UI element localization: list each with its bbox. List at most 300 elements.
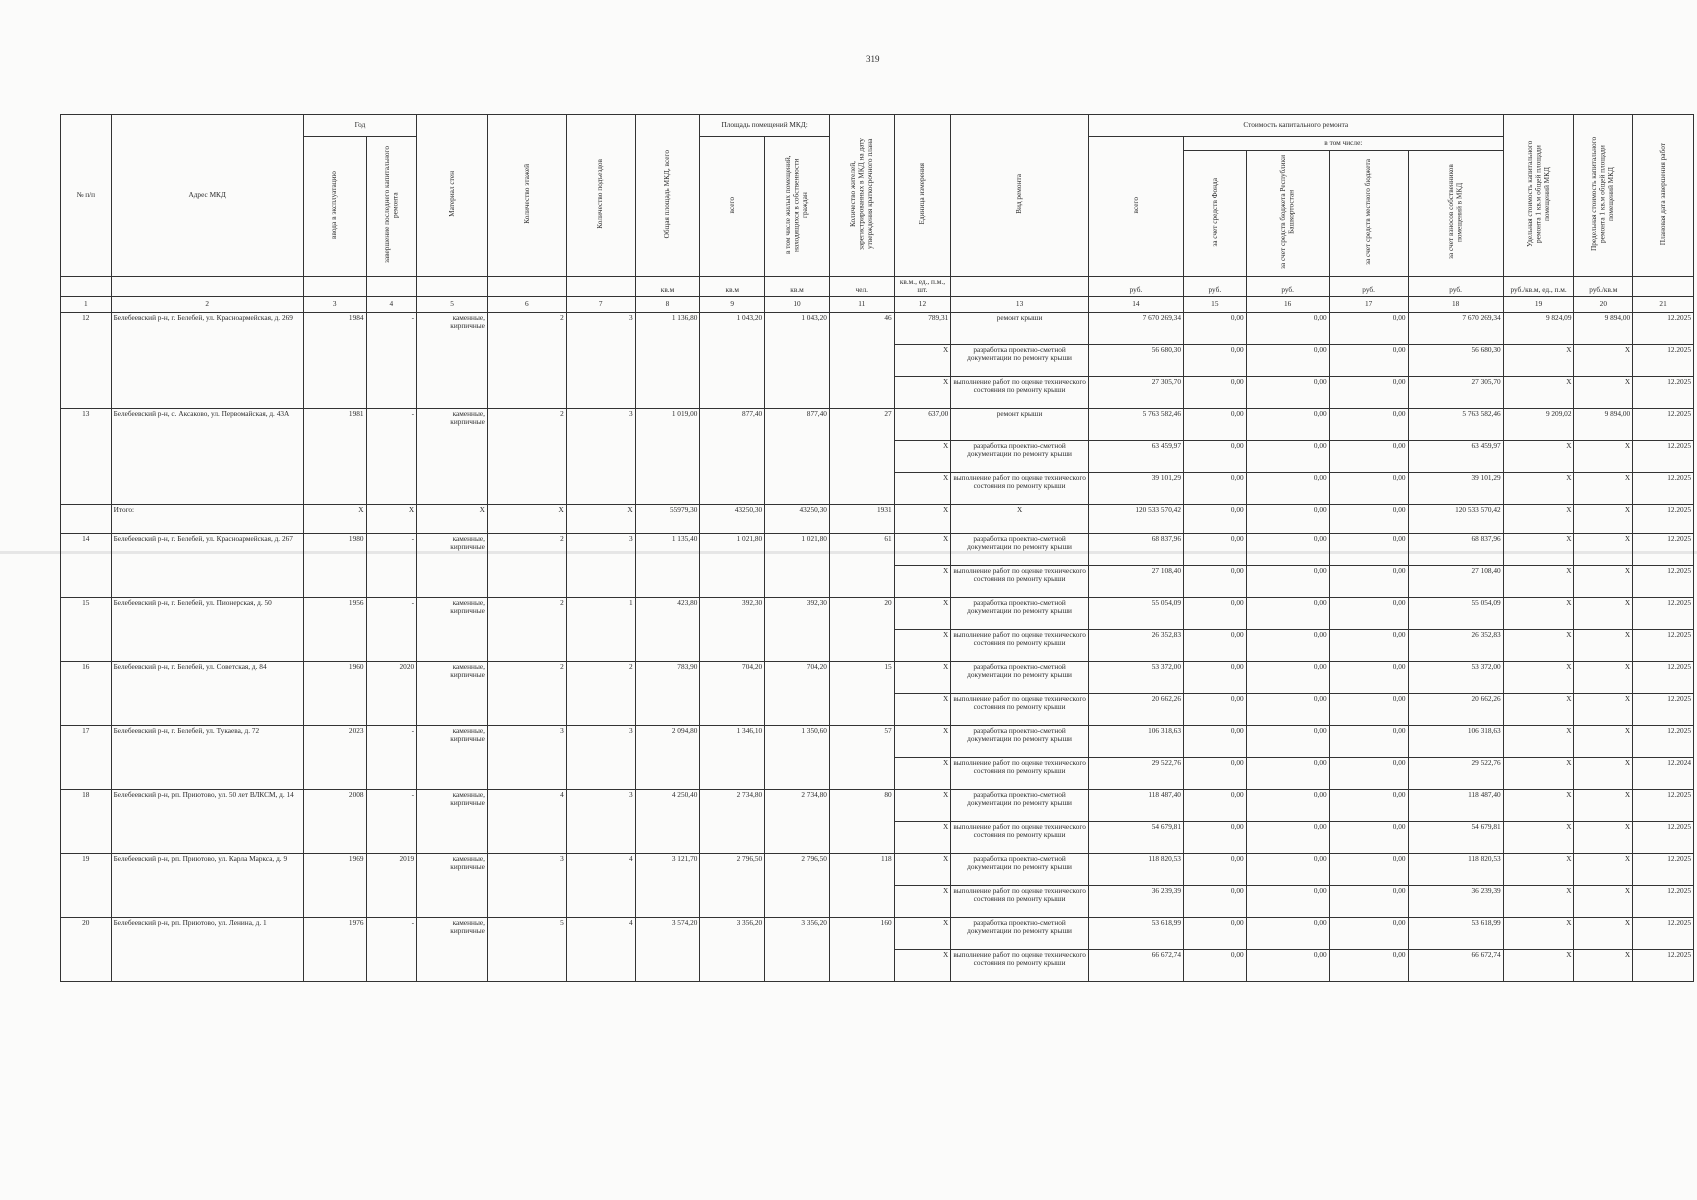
header-num: № п/п — [61, 115, 112, 277]
cost-total: 106 318,63 — [1088, 725, 1183, 757]
year-commission: 2008 — [303, 789, 366, 853]
max-cost: X — [1574, 472, 1633, 504]
cost-republic: 0,00 — [1246, 344, 1329, 376]
column-number: 21 — [1633, 296, 1694, 312]
wall-material: каменные, кирпичные — [417, 312, 488, 408]
house-address: Белебеевский р-н, г. Белебей, ул. Пионерская, д. 50 — [111, 597, 303, 661]
year-last-repair: - — [366, 917, 417, 981]
work-quantity: X — [894, 440, 951, 472]
max-cost: X — [1574, 533, 1633, 565]
deadline-date: 12.2025 — [1633, 853, 1694, 885]
work-quantity: X — [894, 917, 951, 949]
cost-total: 27 305,70 — [1088, 376, 1183, 408]
owned-area: 1 021,80 — [765, 533, 830, 597]
cost-fund: 0,00 — [1183, 661, 1246, 693]
cost-owners: 118 487,40 — [1408, 789, 1503, 821]
header-including: в том числе: — [1183, 137, 1503, 151]
house-address: Белебеевский р-н, рп. Приютово, ул. Карла Маркса, д. 9 — [111, 853, 303, 917]
work-quantity: X — [894, 344, 951, 376]
year-last-repair: - — [366, 597, 417, 661]
resident-count: 46 — [829, 312, 894, 408]
cost-owners: 26 352,83 — [1408, 629, 1503, 661]
max-cost: X — [1574, 597, 1633, 629]
deadline-date: 12.2025 — [1633, 472, 1694, 504]
work-type: разработка проектно-сметной документации по ремонту крыши — [951, 661, 1089, 693]
deadline-date: 12.2025 — [1633, 661, 1694, 693]
unit-cell: руб. — [1183, 276, 1246, 296]
table-row — [61, 597, 1694, 629]
column-number: 15 — [1183, 296, 1246, 312]
house-address: Белебеевский р-н, г. Белебей, ул. Красноармейская, д. 267 — [111, 533, 303, 597]
work-quantity: X — [894, 661, 951, 693]
wall-material: каменные, кирпичные — [417, 789, 488, 853]
cost-local: 0,00 — [1329, 661, 1408, 693]
header-wall-material: Материал стен — [417, 115, 488, 277]
deadline-date: 12.2025 — [1633, 693, 1694, 725]
resident-count: 57 — [829, 725, 894, 789]
total-fund: 0,00 — [1183, 504, 1246, 533]
row-number: 12 — [61, 312, 112, 408]
owned-area: 3 356,20 — [765, 917, 830, 981]
max-cost: X — [1574, 949, 1633, 981]
work-type: выполнение работ по оценке технического состояния по ремонту крыши — [951, 376, 1089, 408]
wall-material: каменные, кирпичные — [417, 408, 488, 504]
floor-count: 2 — [487, 312, 566, 408]
unit-cell: руб./кв.м, ед., п.м. — [1503, 276, 1574, 296]
header-entrances: Количество подъездов — [566, 115, 635, 277]
column-number: 8 — [635, 296, 700, 312]
work-quantity: X — [894, 597, 951, 629]
year-commission: 1976 — [303, 917, 366, 981]
owned-area: 2 734,80 — [765, 789, 830, 853]
max-cost: X — [1574, 376, 1633, 408]
max-cost: X — [1574, 344, 1633, 376]
work-quantity: X — [894, 757, 951, 789]
work-quantity: X — [894, 725, 951, 757]
total-x-mark: X — [566, 504, 635, 533]
entrance-count: 3 — [566, 533, 635, 597]
cost-local: 0,00 — [1329, 949, 1408, 981]
row-number: 16 — [61, 661, 112, 725]
year-commission: 1984 — [303, 312, 366, 408]
cost-fund: 0,00 — [1183, 312, 1246, 344]
cost-total: 5 763 582,46 — [1088, 408, 1183, 440]
header-year-group: Год — [303, 115, 416, 137]
unit-cost: X — [1503, 853, 1574, 885]
entrance-count: 4 — [566, 917, 635, 981]
cost-fund: 0,00 — [1183, 565, 1246, 597]
unit-cost: X — [1503, 629, 1574, 661]
cost-local: 0,00 — [1329, 757, 1408, 789]
cost-owners: 39 101,29 — [1408, 472, 1503, 504]
column-number: 17 — [1329, 296, 1408, 312]
total-area: 4 250,40 — [635, 789, 700, 853]
wall-material: каменные, кирпичные — [417, 725, 488, 789]
cost-fund: 0,00 — [1183, 853, 1246, 885]
entrance-count: 4 — [566, 853, 635, 917]
total-empty — [61, 504, 112, 533]
total-x-mark: X — [366, 504, 417, 533]
header-cost-group: Стоимость капитального ремонта — [1088, 115, 1503, 137]
cost-fund: 0,00 — [1183, 533, 1246, 565]
house-address: Белебеевский р-н, рп. Приютово, ул. Ленина, д. 1 — [111, 917, 303, 981]
house-address: Белебеевский р-н, г. Белебей, ул. Тукаева, д. 72 — [111, 725, 303, 789]
unit-cell: кв.м — [635, 276, 700, 296]
cost-republic: 0,00 — [1246, 885, 1329, 917]
wall-material: каменные, кирпичные — [417, 661, 488, 725]
work-quantity: X — [894, 693, 951, 725]
owned-area: 704,20 — [765, 661, 830, 725]
work-type: разработка проектно-сметной документации по ремонту крыши — [951, 917, 1089, 949]
total-x-mark: X — [303, 504, 366, 533]
total-premises: 43250,30 — [700, 504, 765, 533]
year-last-repair: 2020 — [366, 661, 417, 725]
column-number: 5 — [417, 296, 488, 312]
cost-owners: 27 305,70 — [1408, 376, 1503, 408]
wall-material: каменные, кирпичные — [417, 917, 488, 981]
row-number: 19 — [61, 853, 112, 917]
premises-area: 2 734,80 — [700, 789, 765, 853]
row-number: 20 — [61, 917, 112, 981]
cost-republic: 0,00 — [1246, 565, 1329, 597]
cost-total: 26 352,83 — [1088, 629, 1183, 661]
cost-total: 63 459,97 — [1088, 440, 1183, 472]
unit-cell: кв.м — [765, 276, 830, 296]
cost-owners: 54 679,81 — [1408, 821, 1503, 853]
work-type: ремонт крыши — [951, 312, 1089, 344]
max-cost: X — [1574, 917, 1633, 949]
total-label: Итого: — [111, 504, 303, 533]
floor-count: 2 — [487, 533, 566, 597]
unit-cost: X — [1503, 440, 1574, 472]
table-row — [61, 661, 1694, 693]
work-type: выполнение работ по оценке технического состояния по ремонту крыши — [951, 693, 1089, 725]
floor-count: 3 — [487, 725, 566, 789]
cost-owners: 53 618,99 — [1408, 917, 1503, 949]
cost-fund: 0,00 — [1183, 757, 1246, 789]
max-cost: X — [1574, 789, 1633, 821]
work-type: выполнение работ по оценке технического состояния по ремонту крыши — [951, 949, 1089, 981]
cost-fund: 0,00 — [1183, 949, 1246, 981]
deadline-date: 12.2025 — [1633, 533, 1694, 565]
page-number: 319 — [866, 54, 880, 64]
cost-fund: 0,00 — [1183, 597, 1246, 629]
units-row — [61, 276, 1694, 296]
column-number: 11 — [829, 296, 894, 312]
cost-fund: 0,00 — [1183, 885, 1246, 917]
cost-owners: 66 672,74 — [1408, 949, 1503, 981]
cost-total: 39 101,29 — [1088, 472, 1183, 504]
total-area: 1 135,40 — [635, 533, 700, 597]
cost-local: 0,00 — [1329, 472, 1408, 504]
cost-owners: 55 054,09 — [1408, 597, 1503, 629]
unit-cell: чел. — [829, 276, 894, 296]
max-cost: X — [1574, 661, 1633, 693]
header-cost-republic: за счет средств бюджета Республики Башкортостан — [1246, 151, 1329, 277]
header-deadline: Плановая дата завершения работ — [1633, 115, 1694, 277]
cost-owners: 106 318,63 — [1408, 725, 1503, 757]
work-quantity: X — [894, 789, 951, 821]
total-x-mark: X — [487, 504, 566, 533]
unit-cost: X — [1503, 565, 1574, 597]
max-cost: X — [1574, 821, 1633, 853]
year-last-repair: - — [366, 408, 417, 504]
unit-cost: X — [1503, 472, 1574, 504]
header-year-commission: ввода в эксплуатацию — [303, 137, 366, 277]
cost-total: 66 672,74 — [1088, 949, 1183, 981]
work-quantity: X — [894, 376, 951, 408]
deadline-date: 12.2025 — [1633, 597, 1694, 629]
unit-cell: кв.м — [700, 276, 765, 296]
wall-material: каменные, кирпичные — [417, 853, 488, 917]
header-total-area: Общая площадь МКД, всего — [635, 115, 700, 277]
row-number: 13 — [61, 408, 112, 504]
column-numbers-row — [61, 296, 1694, 312]
cost-owners: 68 837,96 — [1408, 533, 1503, 565]
work-type: выполнение работ по оценке технического состояния по ремонту крыши — [951, 472, 1089, 504]
header-residents: Количество жителей, зарегистрированных в МКД на дату утверждения краткосрочного плана — [829, 115, 894, 277]
total-owned: 43250,30 — [765, 504, 830, 533]
floor-count: 2 — [487, 661, 566, 725]
work-type: разработка проектно-сметной документации по ремонту крыши — [951, 533, 1089, 565]
table-row — [61, 408, 1694, 440]
max-cost: X — [1574, 885, 1633, 917]
deadline-date: 12.2025 — [1633, 949, 1694, 981]
unit-cost: X — [1503, 344, 1574, 376]
floor-count: 4 — [487, 789, 566, 853]
cost-local: 0,00 — [1329, 789, 1408, 821]
total-area: 423,80 — [635, 597, 700, 661]
column-number: 2 — [111, 296, 303, 312]
unit-cost: X — [1503, 376, 1574, 408]
header-floors: Количество этажей — [487, 115, 566, 277]
header-cost-fund: за счет средств Фонда — [1183, 151, 1246, 277]
year-last-repair: - — [366, 533, 417, 597]
work-quantity: X — [894, 629, 951, 661]
year-commission: 1960 — [303, 661, 366, 725]
unit-cell: руб. — [1088, 276, 1183, 296]
column-number: 9 — [700, 296, 765, 312]
work-quantity: X — [894, 533, 951, 565]
cost-owners: 53 372,00 — [1408, 661, 1503, 693]
year-commission: 1980 — [303, 533, 366, 597]
max-cost: X — [1574, 565, 1633, 597]
cost-republic: 0,00 — [1246, 597, 1329, 629]
cost-total: 7 670 269,34 — [1088, 312, 1183, 344]
total-area: 783,90 — [635, 661, 700, 725]
cost-owners: 20 662,26 — [1408, 693, 1503, 725]
total-owners: 120 533 570,42 — [1408, 504, 1503, 533]
cost-local: 0,00 — [1329, 629, 1408, 661]
cost-republic: 0,00 — [1246, 917, 1329, 949]
cost-fund: 0,00 — [1183, 629, 1246, 661]
cost-local: 0,00 — [1329, 693, 1408, 725]
resident-count: 61 — [829, 533, 894, 597]
cost-owners: 36 239,39 — [1408, 885, 1503, 917]
cost-fund: 0,00 — [1183, 344, 1246, 376]
cost-republic: 0,00 — [1246, 533, 1329, 565]
cost-republic: 0,00 — [1246, 440, 1329, 472]
unit-cell: руб. — [1329, 276, 1408, 296]
work-type: разработка проектно-сметной документации по ремонту крыши — [951, 344, 1089, 376]
entrance-count: 3 — [566, 312, 635, 408]
cost-total: 29 522,76 — [1088, 757, 1183, 789]
year-commission: 1981 — [303, 408, 366, 504]
cost-fund: 0,00 — [1183, 917, 1246, 949]
total-quantity: X — [894, 504, 951, 533]
total-unit-cost: X — [1503, 504, 1574, 533]
premises-area: 1 043,20 — [700, 312, 765, 408]
column-number: 4 — [366, 296, 417, 312]
cost-owners: 56 680,30 — [1408, 344, 1503, 376]
total-local: 0,00 — [1329, 504, 1408, 533]
work-quantity: X — [894, 853, 951, 885]
cost-owners: 7 670 269,34 — [1408, 312, 1503, 344]
work-type: выполнение работ по оценке технического состояния по ремонту крыши — [951, 821, 1089, 853]
header-premises-total: всего — [700, 137, 765, 277]
deadline-date: 12.2025 — [1633, 408, 1694, 440]
cost-republic: 0,00 — [1246, 789, 1329, 821]
year-commission: 1969 — [303, 853, 366, 917]
cost-fund: 0,00 — [1183, 693, 1246, 725]
unit-cost: X — [1503, 789, 1574, 821]
cost-fund: 0,00 — [1183, 821, 1246, 853]
cost-republic: 0,00 — [1246, 312, 1329, 344]
unit-cell: руб./кв.м — [1574, 276, 1633, 296]
owned-area: 877,40 — [765, 408, 830, 504]
column-number: 12 — [894, 296, 951, 312]
deadline-date: 12.2025 — [1633, 821, 1694, 853]
premises-area: 704,20 — [700, 661, 765, 725]
resident-count: 118 — [829, 853, 894, 917]
wall-material: каменные, кирпичные — [417, 597, 488, 661]
cost-total: 118 820,53 — [1088, 853, 1183, 885]
premises-area: 3 356,20 — [700, 917, 765, 981]
cost-republic: 0,00 — [1246, 376, 1329, 408]
entrance-count: 3 — [566, 725, 635, 789]
cost-local: 0,00 — [1329, 408, 1408, 440]
column-number: 16 — [1246, 296, 1329, 312]
header-cost-total: всего — [1088, 137, 1183, 277]
total-row — [61, 504, 1694, 533]
cost-local: 0,00 — [1329, 597, 1408, 629]
cost-total: 118 487,40 — [1088, 789, 1183, 821]
cost-owners: 5 763 582,46 — [1408, 408, 1503, 440]
year-commission: 2023 — [303, 725, 366, 789]
header-max-cost: Предельная стоимость капитального ремонта 1 кв.м общей площади помещений МКД — [1574, 115, 1633, 277]
resident-count: 80 — [829, 789, 894, 853]
floor-count: 2 — [487, 597, 566, 661]
cost-republic: 0,00 — [1246, 408, 1329, 440]
house-address: Белебеевский р-н, с. Аксаково, ул. Первомайская, д. 43А — [111, 408, 303, 504]
unit-cost: X — [1503, 821, 1574, 853]
max-cost: X — [1574, 757, 1633, 789]
cost-fund: 0,00 — [1183, 472, 1246, 504]
entrance-count: 3 — [566, 408, 635, 504]
table-row — [61, 789, 1694, 821]
cost-republic: 0,00 — [1246, 472, 1329, 504]
total-area: 1 019,00 — [635, 408, 700, 504]
work-quantity: X — [894, 565, 951, 597]
cost-local: 0,00 — [1329, 565, 1408, 597]
table-row — [61, 533, 1694, 565]
work-type: разработка проектно-сметной документации по ремонту крыши — [951, 789, 1089, 821]
register-body — [61, 312, 1694, 981]
column-number: 18 — [1408, 296, 1503, 312]
deadline-date: 12.2025 — [1633, 376, 1694, 408]
floor-count: 3 — [487, 853, 566, 917]
total-type: X — [951, 504, 1089, 533]
total-area: 1 136,80 — [635, 312, 700, 408]
unit-cell: руб. — [1408, 276, 1503, 296]
year-last-repair: - — [366, 725, 417, 789]
column-number: 14 — [1088, 296, 1183, 312]
header-cost-local: за счет средств местного бюджета — [1329, 151, 1408, 277]
total-area: 2 094,80 — [635, 725, 700, 789]
premises-area: 392,30 — [700, 597, 765, 661]
work-type: выполнение работ по оценке технического состояния по ремонту крыши — [951, 757, 1089, 789]
entrance-count: 3 — [566, 789, 635, 853]
row-number: 14 — [61, 533, 112, 597]
resident-count: 15 — [829, 661, 894, 725]
work-quantity: 637,00 — [894, 408, 951, 440]
header-repair-type: Вид ремонта — [951, 115, 1089, 277]
table-row — [61, 312, 1694, 344]
premises-area: 1 021,80 — [700, 533, 765, 597]
entrance-count: 2 — [566, 661, 635, 725]
owned-area: 1 043,20 — [765, 312, 830, 408]
deadline-date: 12.2025 — [1633, 725, 1694, 757]
work-type: разработка проектно-сметной документации по ремонту крыши — [951, 853, 1089, 885]
total-republic: 0,00 — [1246, 504, 1329, 533]
work-type: разработка проектно-сметной документации по ремонту крыши — [951, 597, 1089, 629]
cost-owners: 29 522,76 — [1408, 757, 1503, 789]
max-cost: X — [1574, 693, 1633, 725]
cost-owners: 118 820,53 — [1408, 853, 1503, 885]
header-unit-measure: Единица измерения — [894, 115, 951, 277]
deadline-date: 12.2025 — [1633, 917, 1694, 949]
column-number: 13 — [951, 296, 1089, 312]
header-premises-area: Площадь помещений МКД: — [700, 115, 830, 137]
unit-cost: X — [1503, 693, 1574, 725]
year-commission: 1956 — [303, 597, 366, 661]
max-cost: X — [1574, 440, 1633, 472]
cost-republic: 0,00 — [1246, 629, 1329, 661]
premises-area: 2 796,50 — [700, 853, 765, 917]
work-type: выполнение работ по оценке технического состояния по ремонту крыши — [951, 885, 1089, 917]
cost-fund: 0,00 — [1183, 376, 1246, 408]
cost-total: 20 662,26 — [1088, 693, 1183, 725]
cost-total: 53 372,00 — [1088, 661, 1183, 693]
work-quantity: 789,31 — [894, 312, 951, 344]
unit-cost: X — [1503, 917, 1574, 949]
deadline-date: 12.2025 — [1633, 629, 1694, 661]
column-number: 19 — [1503, 296, 1574, 312]
cost-total: 27 108,40 — [1088, 565, 1183, 597]
cost-total: 53 618,99 — [1088, 917, 1183, 949]
cost-local: 0,00 — [1329, 853, 1408, 885]
unit-cost: X — [1503, 725, 1574, 757]
total-residents: 1931 — [829, 504, 894, 533]
unit-cost: X — [1503, 661, 1574, 693]
deadline-date: 12.2025 — [1633, 440, 1694, 472]
deadline-date: 12.2025 — [1633, 312, 1694, 344]
cost-local: 0,00 — [1329, 725, 1408, 757]
deadline-date: 12.2025 — [1633, 565, 1694, 597]
cost-republic: 0,00 — [1246, 693, 1329, 725]
unit-cost: 9 209,02 — [1503, 408, 1574, 440]
header-year-last-repair: завершение последнего капитального ремонта — [366, 137, 417, 277]
